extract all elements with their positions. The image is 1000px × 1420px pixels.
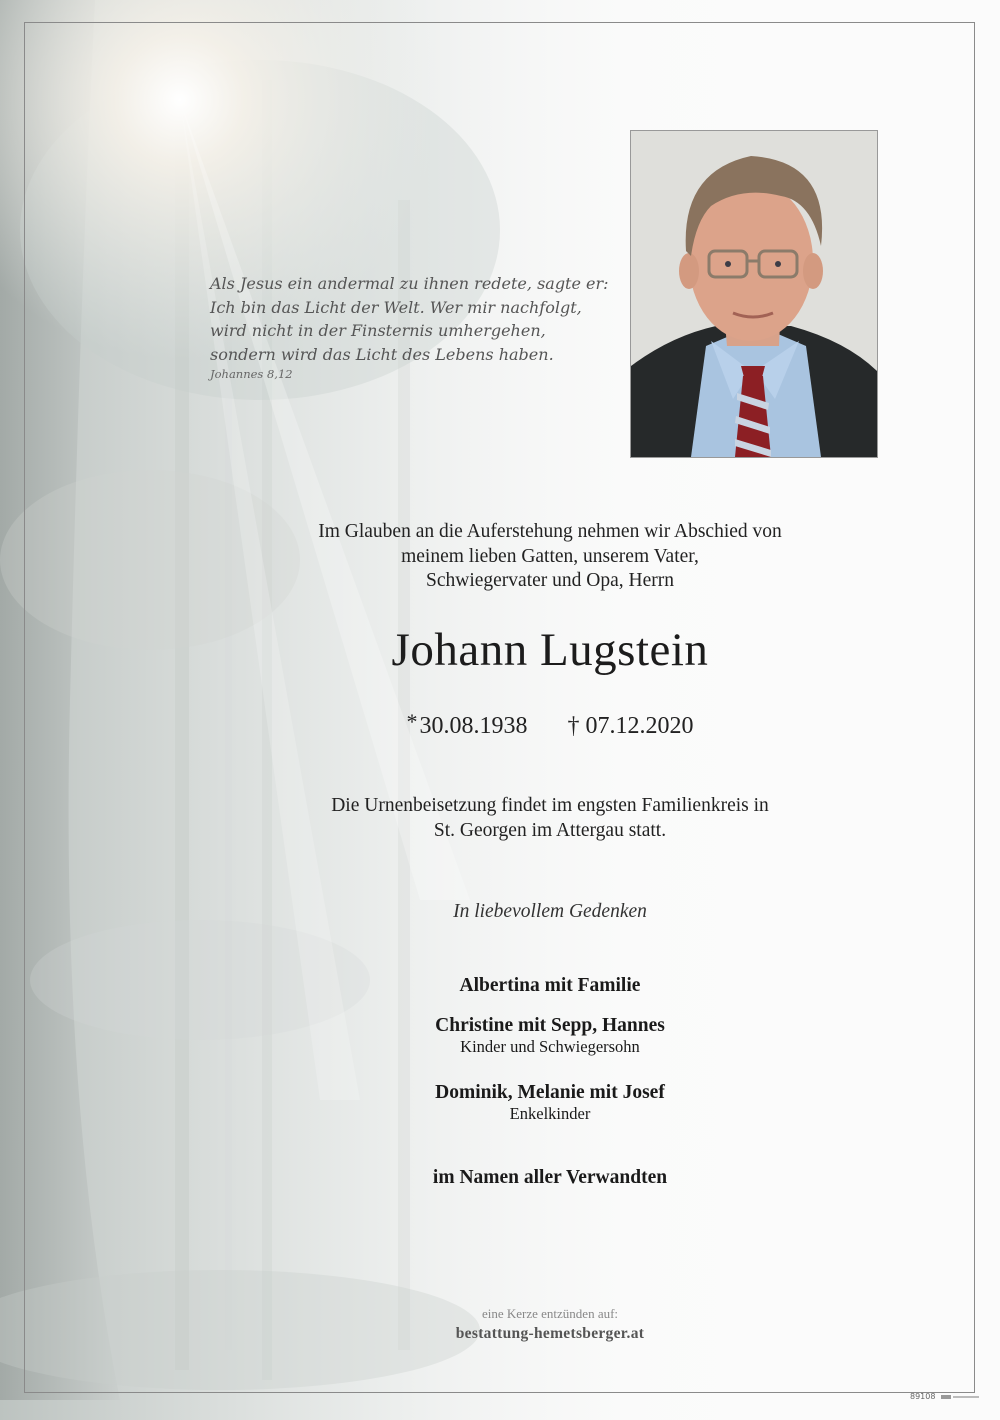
portrait-image — [631, 131, 877, 457]
family-relation: Enkelkinder — [509, 1104, 591, 1123]
death-date: 07.12.2020 — [585, 713, 694, 739]
printer-logo-icon — [941, 1394, 981, 1400]
website-link[interactable]: bestattung-hemetsberger.at — [455, 1325, 645, 1342]
intro-line: Im Glauben an die Auferstehung nehmen wir Abschied von — [318, 521, 782, 542]
intro-text — [250, 520, 850, 594]
birth-date: 30.08.1938 — [419, 713, 528, 739]
quote-line: wird nicht in der Finsternis umhergehen, — [210, 321, 546, 340]
death-symbol: † — [567, 713, 580, 739]
footer — [250, 1305, 850, 1345]
funeral-info — [250, 793, 850, 843]
candle-text: eine Kerze entzünden auf: — [481, 1306, 619, 1321]
funeral-line: Die Urnenbeisetzung findet im engsten Familienkreis in — [331, 795, 769, 816]
death-date-group — [568, 713, 694, 739]
quote-reference: Johannes 8,12 — [210, 367, 293, 381]
relatives-text: im Namen aller Verwandten — [432, 1167, 668, 1188]
family-entry — [250, 975, 850, 997]
print-code — [910, 1392, 981, 1401]
quote-line: Ich bin das Licht der Welt. Wer mir nachfolgt, — [210, 297, 582, 317]
relatives-line — [250, 1167, 850, 1189]
life-dates — [250, 706, 850, 742]
family-names: Dominik, Melanie mit Josef — [435, 1082, 665, 1103]
deceased-name: Johann Lugstein — [391, 624, 709, 676]
print-code-number: 89108 — [910, 1392, 936, 1401]
birth-symbol: * — [406, 709, 418, 734]
portrait-photo — [630, 130, 878, 458]
family-names: Christine mit Sepp, Hannes — [435, 1015, 665, 1036]
bible-quote — [210, 272, 610, 382]
intro-line: meinem lieben Gatten, unserem Vater, — [401, 545, 699, 567]
funeral-line: St. Georgen im Attergau statt. — [433, 820, 667, 841]
memory-line: In liebevollem Gedenken — [453, 901, 647, 922]
family-entry — [250, 1015, 850, 1057]
quote-line: Als Jesus ein andermal zu ihnen redete, sagte er: — [210, 274, 609, 293]
birth-date-group — [406, 709, 528, 739]
family-relation: Kinder und Schwiegersohn — [460, 1037, 640, 1056]
family-names: Albertina mit Familie — [459, 975, 641, 996]
intro-line: Schwiegervater und Opa, Herrn — [426, 570, 674, 591]
quote-line: sondern wird das Licht des Lebens haben. — [210, 344, 554, 364]
family-entry — [250, 1082, 850, 1124]
